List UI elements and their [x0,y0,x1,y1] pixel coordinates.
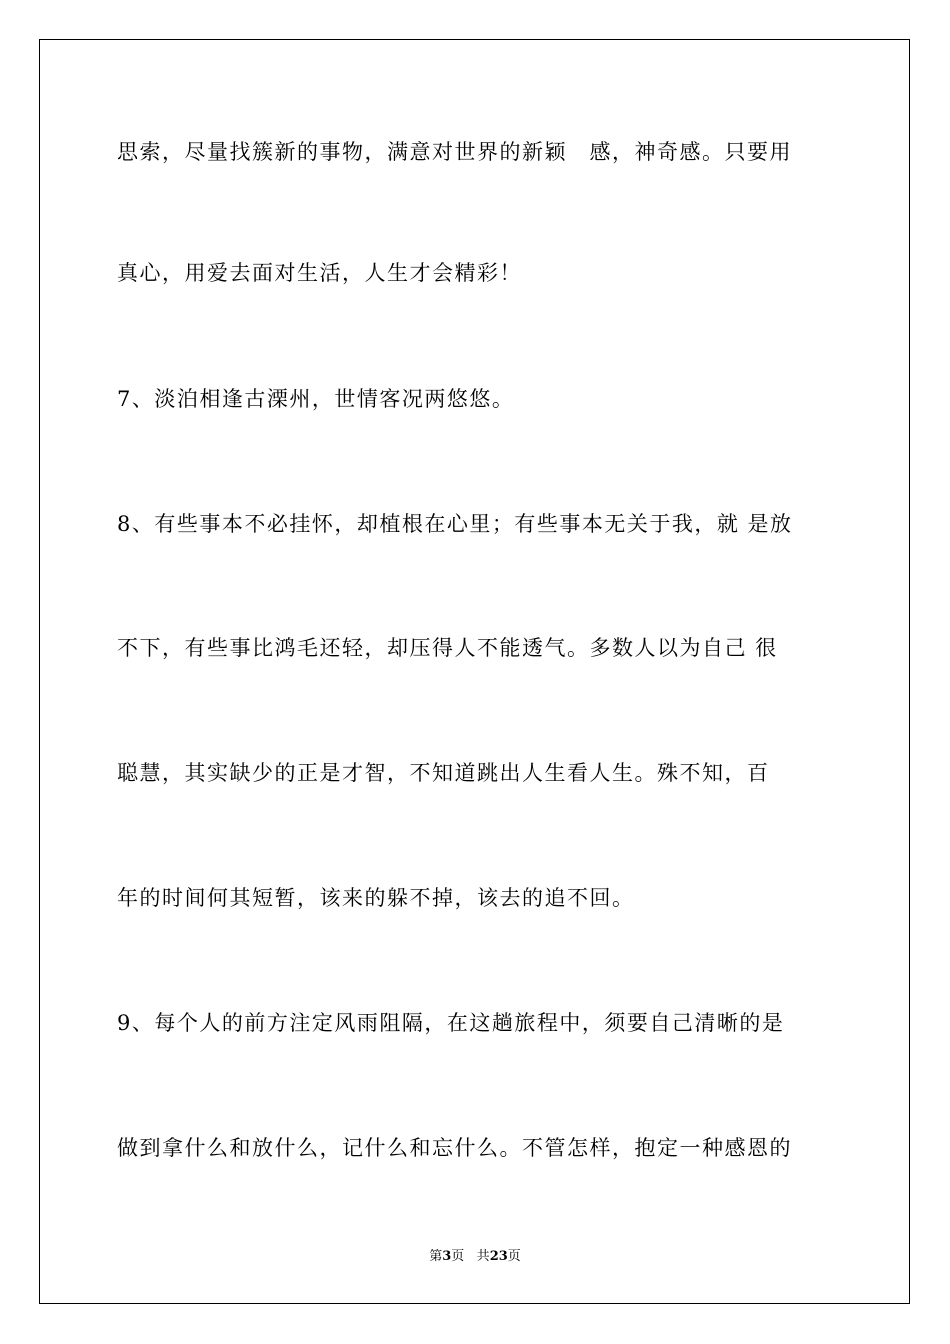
total-pages: 23 [489,1249,508,1264]
text-line-2: 真心，用爱去面对生活，人生才会精彩！ [117,261,522,285]
text-line-5: 不下，有些事比鸿毛还轻，却压得人不能透气。多数人以为自己 很 [117,636,778,660]
page-footer [0,1248,950,1266]
text-line-6: 聪慧，其实缺少的正是才智，不知道跳出人生看人生。殊不知，百 [117,761,770,785]
text-line-1: 思索，尽量找簇新的事物，满意对世界的新颖 感，神奇感。只要用 [117,140,792,164]
page-label-suffix: 页 [451,1249,465,1264]
page-label-prefix: 第 [429,1249,443,1264]
text-line-3: 7、淡泊相逢古溧州，世情客况两悠悠。 [117,387,515,411]
text-line-8: 9、每个人的前方注定风雨阻隔，在这趟旅程中，须要自己清晰的是 [117,1011,785,1035]
text-line-4: 8、有些事本不必挂怀，却植根在心里；有些事本无关于我，就 是放 [117,512,793,536]
text-line-9: 做到拿什么和放什么，记什么和忘什么。不管怎样，抱定一种感恩的 [117,1136,792,1160]
page-border [39,39,910,1304]
page-number: 3 [442,1249,452,1264]
total-label-suffix: 页 [507,1249,521,1264]
total-label-prefix: 共 [476,1249,490,1264]
text-line-7: 年的时间何其短暂，该来的躲不掉，该去的追不回。 [117,886,635,910]
